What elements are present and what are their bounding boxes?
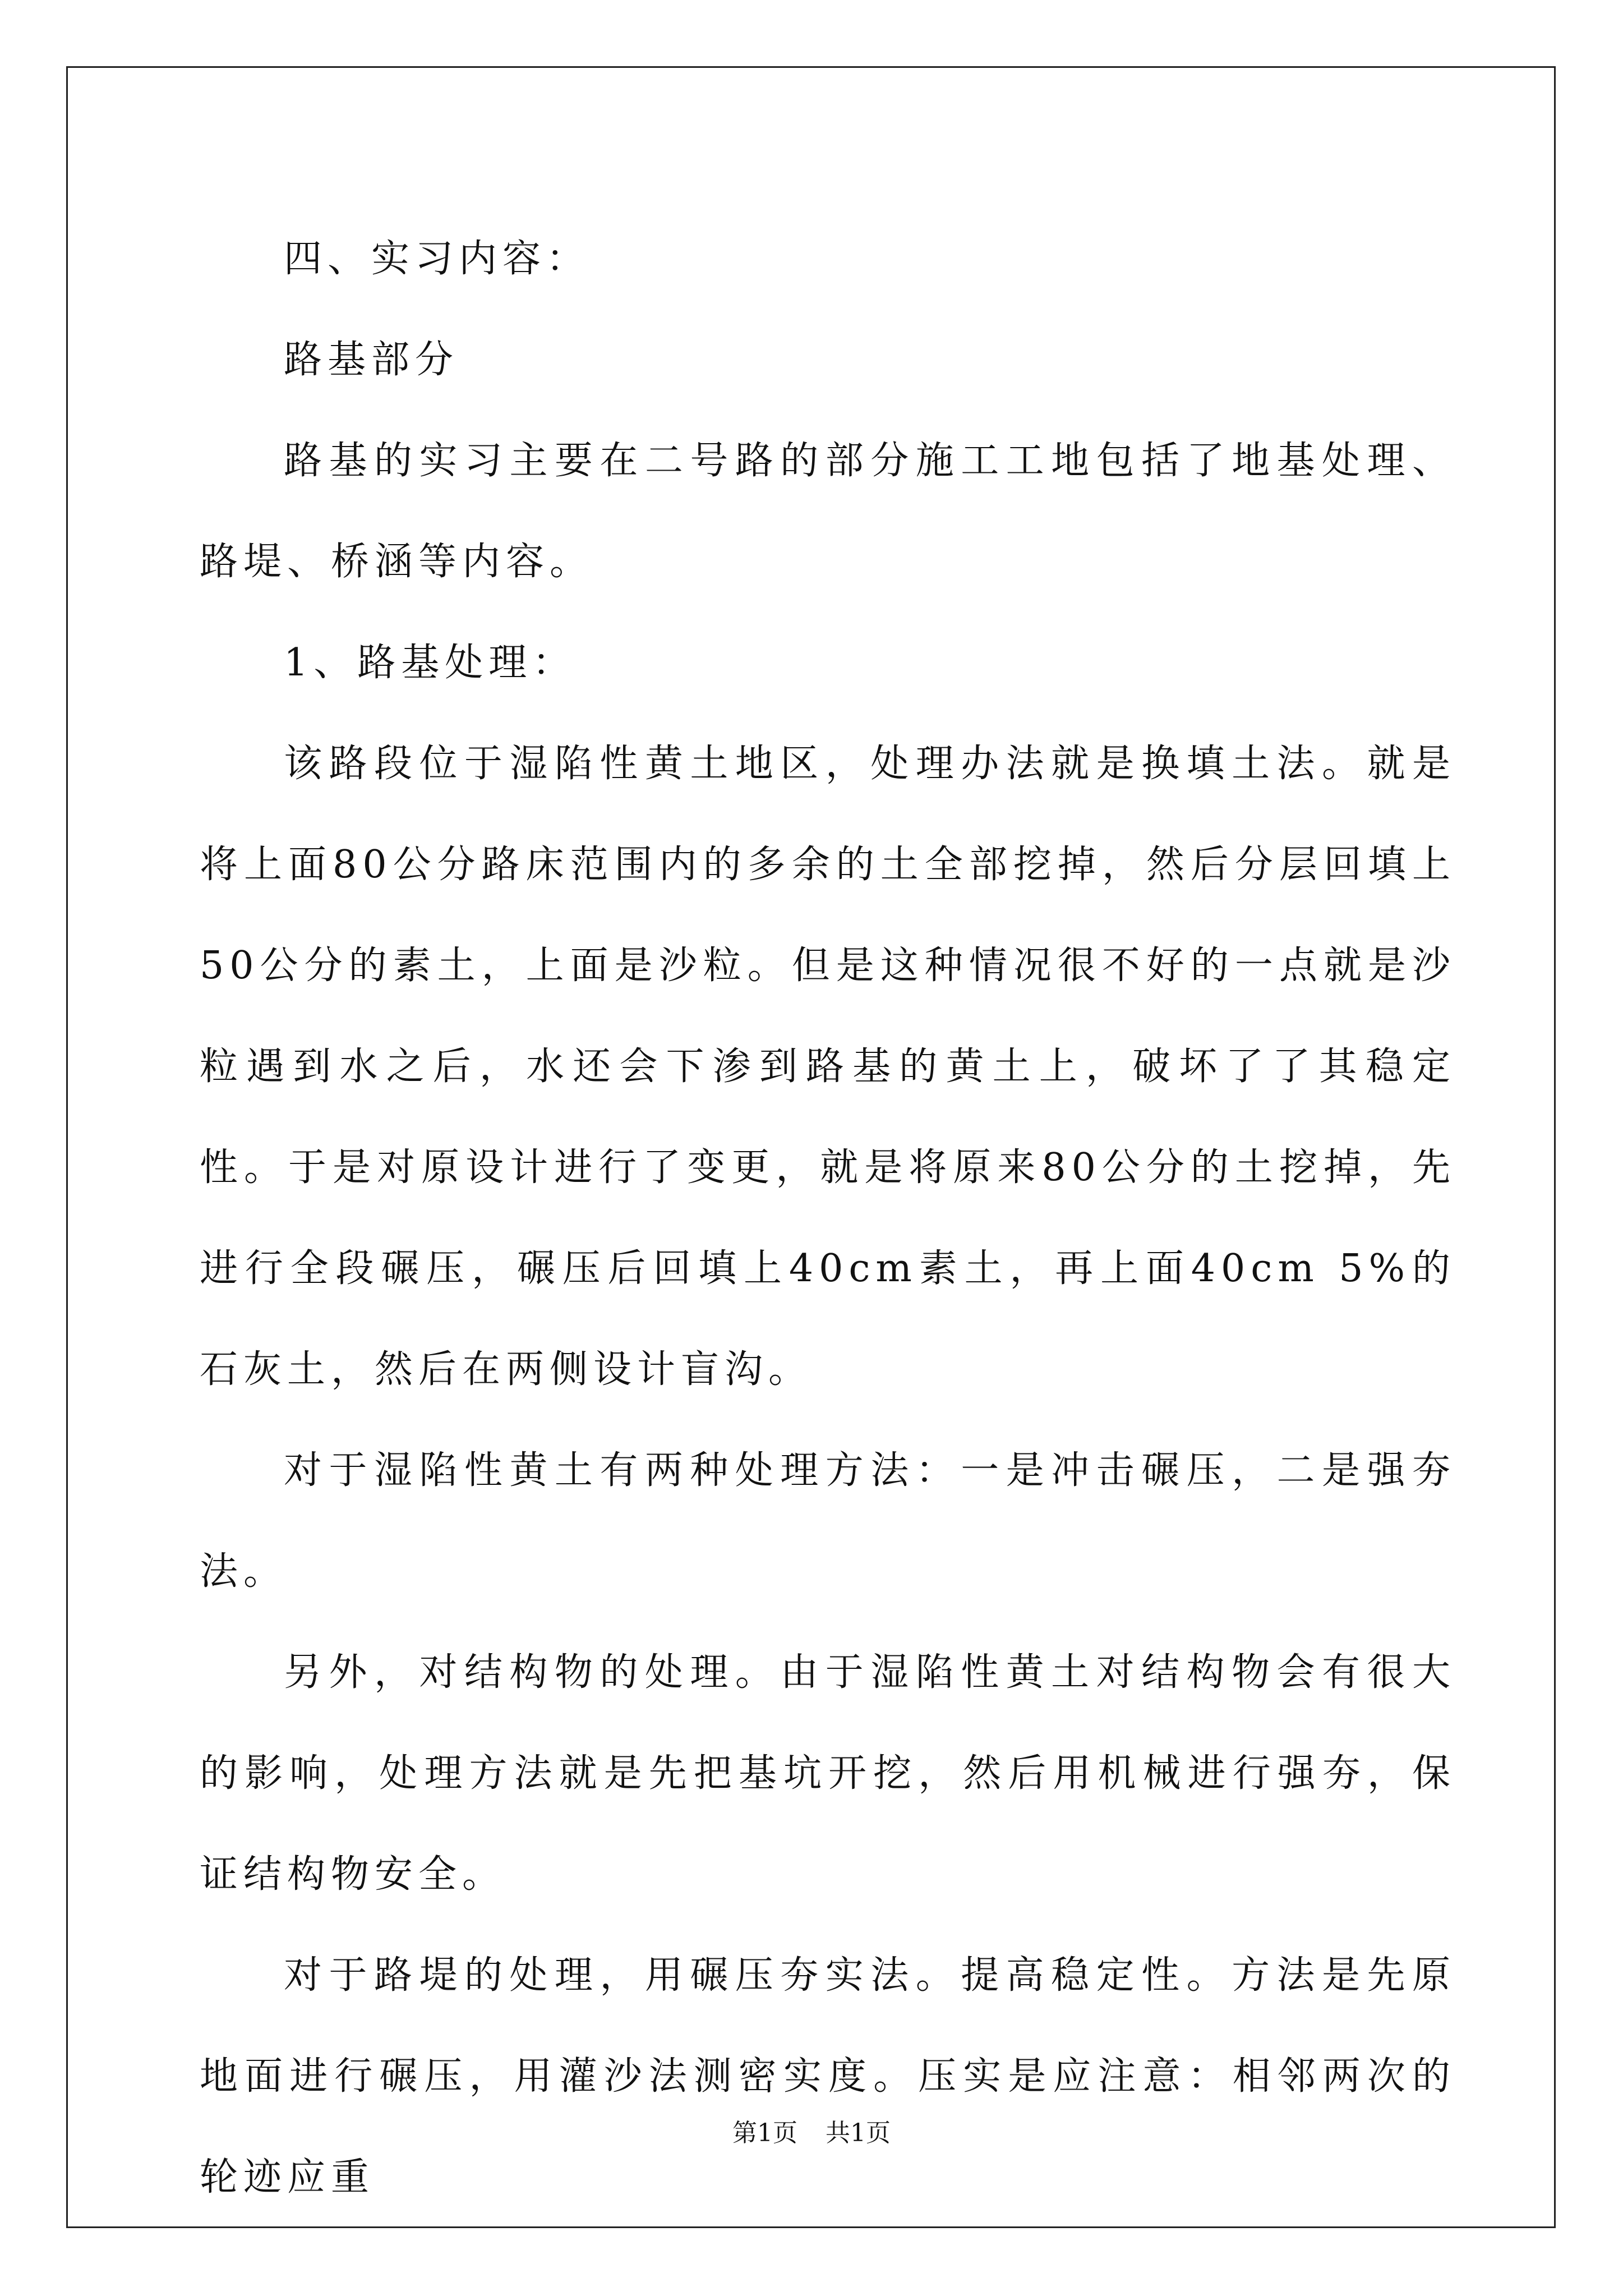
page-footer xyxy=(0,2113,1623,2148)
subsection-heading: 路基部分 xyxy=(284,338,459,382)
paragraph: 另外，对结构物的处理。由于湿陷性黄土对结构物会有很大的影响，处理方法就是先把基坑开挖，然后用机械进行强夯，保证结构物安全。 xyxy=(200,1650,1456,1897)
document-body xyxy=(200,209,1456,2228)
paragraph: 该路段位于湿陷性黄土地区，处理办法就是换填土法。就是将上面80公分路床范围内的多余的土全部挖掉，然后分层回填上50公分的素土，上面是沙粒。但是这种情况很不好的一点就是沙粒遇到水之后，水还会下渗到路基的黄土上，破坏了了其稳定性。于是对原设计进行了变更，就是将原来80公分的土挖掉，先进行全段碾压，碾压后回填上40cm素土，再上面40cm 5%的石灰土，然后在两侧设计盲沟。 xyxy=(200,742,1456,1392)
paragraph: 路基的实习主要在二号路的部分施工工地包括了地基处理、路堤、桥涵等内容。 xyxy=(200,439,1456,584)
paragraph: 对于路堤的处理，用碾压夯实法。提高稳定性。方法是先原地面进行碾压，用灌沙法测密实度。压实是应注意：相邻两次的轮迹应重 xyxy=(200,1953,1456,2200)
page-number: 第1页 xyxy=(732,2119,797,2147)
paragraph: 对于湿陷性黄土有两种处理方法：一是冲击碾压，二是强夯法。 xyxy=(200,1448,1456,1594)
section-heading: 四、实习内容： xyxy=(284,237,591,281)
subsection-heading: 1、路基处理： xyxy=(284,641,577,685)
page-total: 共1页 xyxy=(826,2119,891,2147)
